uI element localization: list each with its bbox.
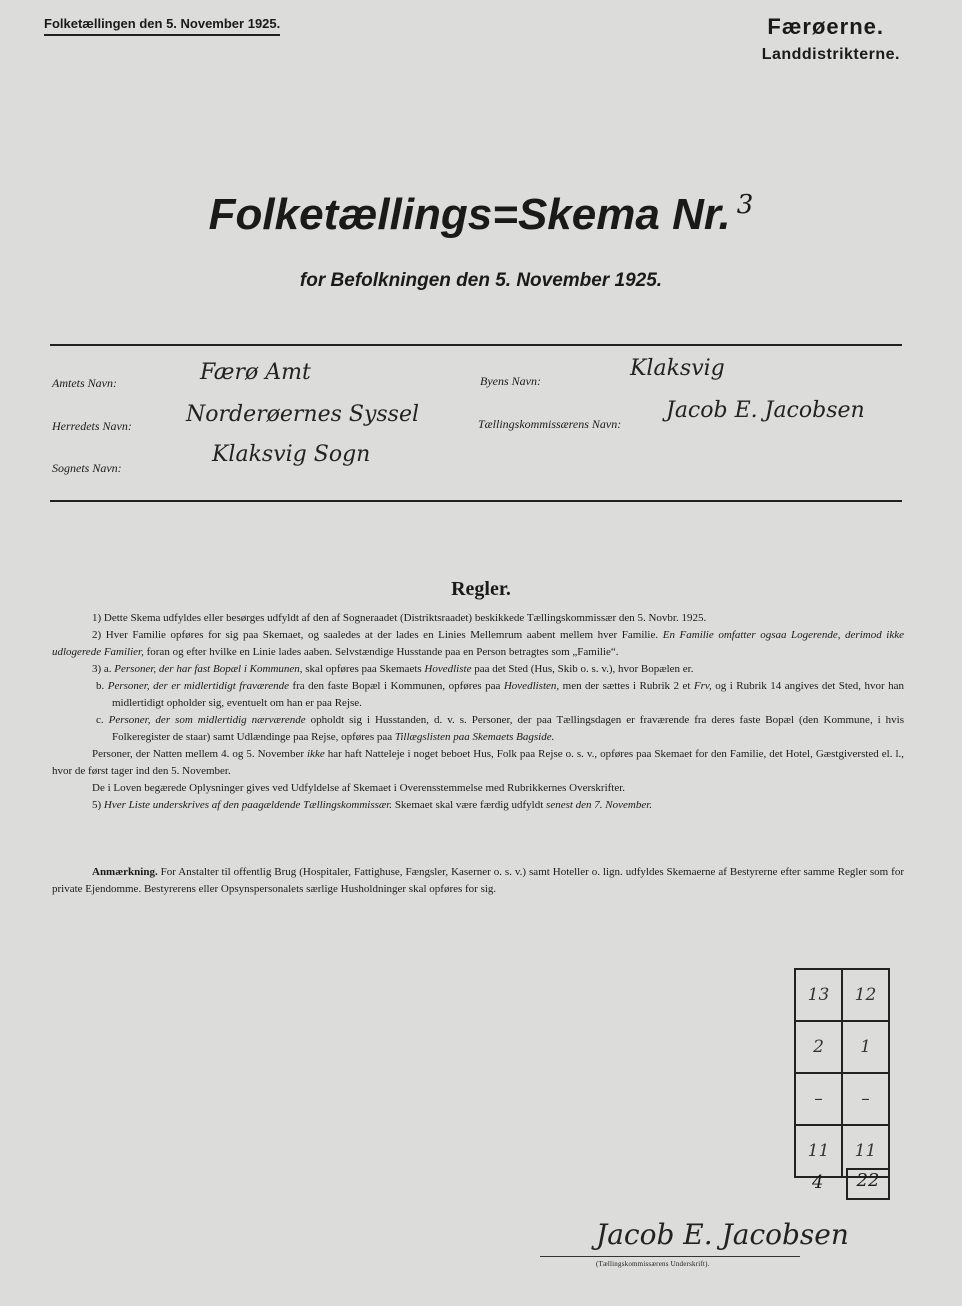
tally-cell: 11 bbox=[842, 1125, 889, 1177]
rule-3b: b. Personer, der er midlertidigt fraværende fra den faste Bopæl i Kommunen, opføres paa Hovedlisten, men der sættes i Rubrik 2 et Frv, og i Rubrik 14 angives det Sted, hvor han midlertidigt opholder sig, eventuelt om han er paa Rejse. bbox=[96, 680, 905, 709]
rule-2: 2) Hver Familie opføres for sig paa Skemaet, og saaledes at der lades en Linies Mellemrum aabent mellem hver Familie. En Familie omfatter ogsaa Logerende, derimod ikke udlogerede Familier, foran og efter hvilke en Linie lades aaben. Selvstændige Husstande paa en Person betragtes som „Familie“. bbox=[52, 629, 904, 658]
remark-paragraph bbox=[52, 864, 904, 898]
kommissaer-label: Tællingskommissærens Navn: bbox=[478, 417, 622, 431]
tally-cell: 2 bbox=[795, 1021, 842, 1073]
total-right: 22 bbox=[846, 1168, 890, 1200]
herred-label: Herredets Navn: bbox=[52, 419, 132, 433]
tally-row bbox=[795, 1021, 889, 1073]
signature-line bbox=[540, 1256, 800, 1257]
rule-5: 5) Hver Liste underskrives af den paagældende Tællingskommissær. Skemaet skal være færdig udfyldt senest den 7. November. bbox=[92, 799, 653, 811]
signature-caption: (Tællingskommissærens Underskrift). bbox=[596, 1260, 710, 1268]
region-header: Færøerne. bbox=[767, 14, 884, 39]
tally-cell: 1 bbox=[842, 1021, 889, 1073]
form-title-text: Folketællings=Skema Nr. bbox=[208, 190, 731, 239]
form-title bbox=[0, 190, 962, 240]
tally-cell: – bbox=[842, 1073, 889, 1125]
rule-3d: Personer, der Natten mellem 4. og 5. November ikke har haft Natteleje i noget beboet Hus, Folk paa Rejse o. s. v., opføres paa Skemaet for den Familie, det Hotel, Gæstgiversted el. l., hvor de først tager ind den 5. November. bbox=[52, 748, 905, 777]
herred-value: Norderøernes Syssel bbox=[186, 402, 420, 427]
district-header: Landdistrikterne. bbox=[761, 46, 900, 63]
rules-body bbox=[52, 610, 904, 814]
kommissaer-value: Jacob E. Jacobsen bbox=[666, 398, 865, 423]
tally-row bbox=[795, 1073, 889, 1125]
tally-cell: 12 bbox=[842, 969, 889, 1021]
total-left: 4 bbox=[812, 1172, 824, 1193]
rule-4: De i Loven begærede Oplysninger gives ved Udfyldelse af Skemaet i Overensstemmelse med Rubrikkernes Overskrifter. bbox=[92, 782, 626, 794]
sogn-value: Klaksvig Sogn bbox=[212, 442, 371, 467]
census-date-header: Folketællingen den 5. November 1925. bbox=[44, 16, 280, 36]
bottom-divider bbox=[50, 500, 902, 502]
rules-heading: Regler. bbox=[451, 578, 511, 600]
amt-label: Amtets Navn: bbox=[52, 376, 117, 390]
tally-cell: – bbox=[795, 1073, 842, 1125]
form-subtitle: for Befolkningen den 5. November 1925. bbox=[299, 270, 663, 291]
tally-grid bbox=[794, 968, 890, 1178]
signature: Jacob E. Jacobsen bbox=[596, 1218, 849, 1251]
tally-cell: 11 bbox=[795, 1125, 842, 1177]
amt-value: Færø Amt bbox=[200, 360, 311, 385]
rule-3c: c. Personer, der som midlertidig nærværende opholdt sig i Husstanden, d. v. s. Personer, der paa Tællingsdagen er fraværende fra deres faste Bopæl (den Kommune, i hvis Folkeregister de staar) samt Udlændinge paa Rejse, opføres paa Tillægslisten paa Skemaets Bagside. bbox=[96, 714, 905, 743]
by-label: Byens Navn: bbox=[480, 374, 541, 388]
sogn-label: Sognets Navn: bbox=[52, 461, 122, 475]
tally-cell: 13 bbox=[795, 969, 842, 1021]
top-divider bbox=[50, 344, 902, 346]
rule-3a: 3) a. Personer, der har fast Bopæl i Kommunen, skal opføres paa Skemaets Hovedliste paa det Sted (Hus, Skib o. s. v.), hvor Bopælen er. bbox=[92, 663, 694, 675]
remark-label: Anmærkning. bbox=[92, 866, 158, 878]
tally-row bbox=[795, 969, 889, 1021]
by-value: Klaksvig bbox=[630, 356, 725, 381]
remark-text: For Anstalter til offentlig Brug (Hospitaler, Fattighuse, Fængsler, Kaserner o. s. v.) samt Hoteller o. lign. udfyldes Skemaerne af Bestyrerne efter samme Regler som for private Ejendomme. Bestyrerens eller Opsynspersonalets særlige Husholdninger skal opføres for sig. bbox=[52, 866, 905, 895]
rule-1: 1) Dette Skema udfyldes eller besørges udfyldt af den af Sogneraadet (Distriktsraadet) beskikkede Tællingskommissær den 5. Novbr. 1925. bbox=[92, 612, 707, 624]
form-number: 3 bbox=[736, 190, 754, 220]
